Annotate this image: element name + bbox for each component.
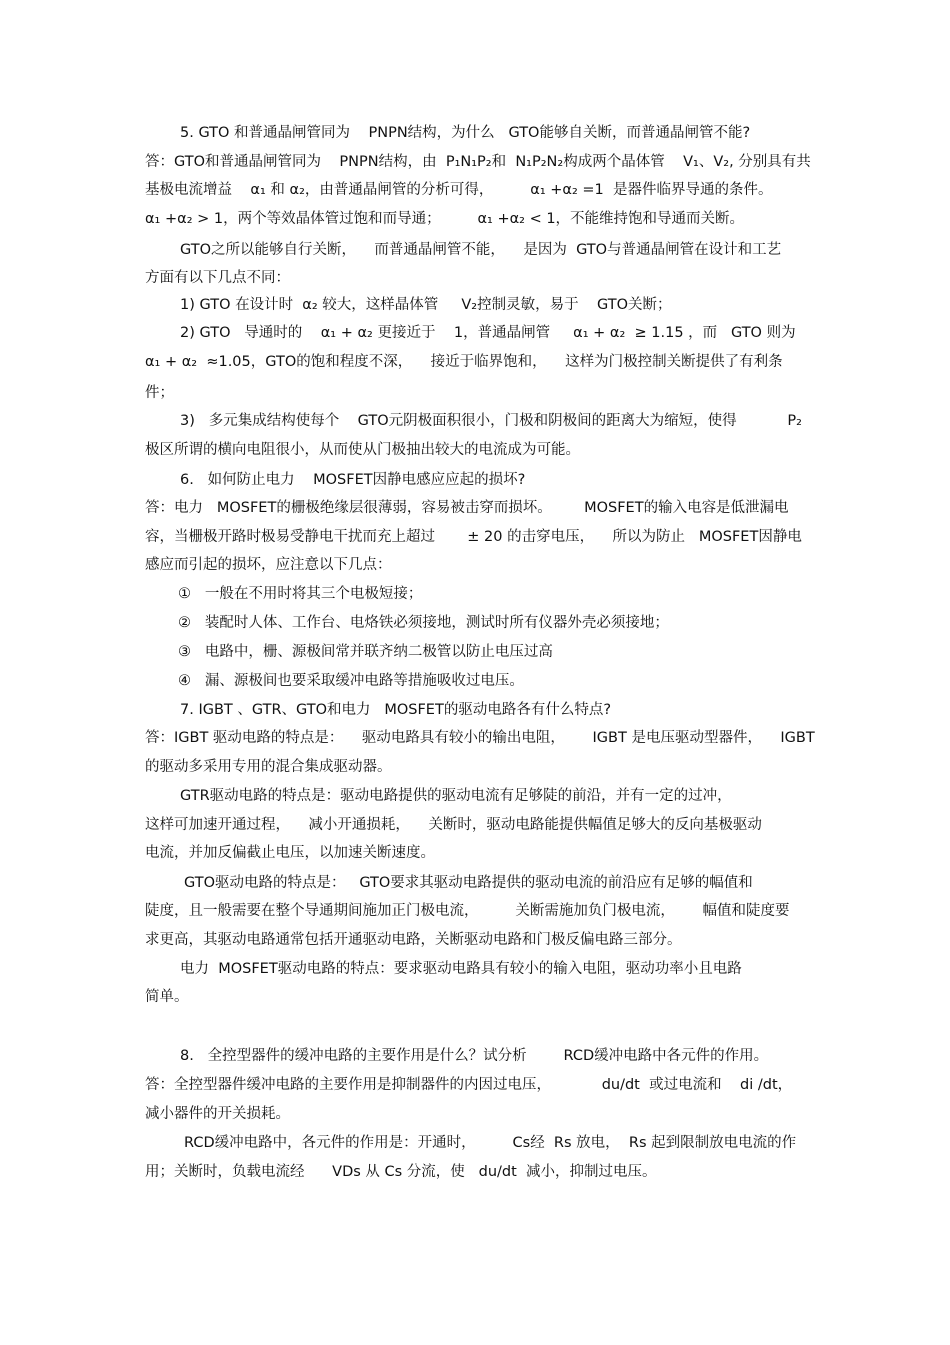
answer-6-line-3: 感应而引起的损坏，应注意以下几点： (145, 557, 392, 573)
answer-5-point-3-cont: 极区所谓的横向电阻很小，从而使从门极抽出较大的电流成为可能。 (145, 442, 580, 458)
answer-7-gtr-line-2: 这样可加速开通过程， 减小开通损耗， 关断时，驱动电路能提供幅值足够大的反向基极驱动 (145, 817, 762, 833)
answer-7-line-2: 的驱动多采用专用的混合集成驱动器。 (145, 759, 392, 775)
answer-7-mosfet-line-1: 电力 MOSFET驱动电路的特点：要求驱动电路具有较小的输入电阻，驱动功率小且电路 (180, 961, 742, 977)
answer-6-line-1: 答：电力 MOSFET的栅极绝缘层很薄弱，容易被击穿而损坏。 MOSFET的输入电容是低泄漏电 (145, 500, 789, 516)
answer-7-gtr-line-3: 电流，并加反偏截止电压，以加速关断速度。 (145, 845, 435, 861)
answer-5-line-2: 基极电流增益 α₁ 和 α₂，由普通晶闸管的分析可得， α₁ +α₂ =1 是器件临界导通的条件。 (145, 182, 773, 198)
answer-7-gtr-line-1: GTR驱动电路的特点是：驱动电路提供的驱动电流有足够陡的前沿，并有一定的过冲， (180, 788, 732, 804)
answer-5-point-3: 3) 多元集成结构使每个 GTO元阴极面积很小，门极和阴极间的距离大为缩短，使得 P₂ (180, 413, 802, 429)
answer-6-item-3: ③ 电路中，栅、源极间常并联齐纳二极管以防止电压过高 (178, 644, 553, 660)
answer-5-line-1: 答：GTO和普通晶闸管同为 PNPN结构，由 P₁N₁P₂和 N₁P₂N₂构成两个晶体管 V₁、V₂, 分别具有共 (145, 154, 811, 170)
answer-6-item-4: ④ 漏、源极间也要采取缓冲电路等措施吸收过电压。 (178, 673, 524, 689)
answer-5-point-2-cont: α₁ + α₂ ≈1.05，GTO的饱和程度不深， 接近于临界饱和， 这样为门极控制关断提供了有利条 (145, 354, 783, 370)
question-6-heading: 6. 如何防止电力 MOSFET因静电感应应起的损坏? (180, 472, 526, 488)
answer-6-line-2: 容，当栅极开路时极易受静电干扰而充上超过 ± 20 的击穿电压， 所以为防止 MOSFET因静电 (145, 529, 802, 545)
answer-8-line-3: RCD缓冲电路中，各元件的作用是：开通时， Cs经 Rs 放电， Rs 起到限制放电电流的作 (184, 1135, 797, 1151)
answer-5-line-4: GTO之所以能够自行关断， 而普通晶闸管不能， 是因为 GTO与普通晶闸管在设计和工艺 (180, 242, 782, 258)
answer-8-line-2: 减小器件的开关损耗。 (145, 1106, 290, 1122)
question-7-heading: 7. IGBT 、GTR、GTO和电力 MOSFET的驱动电路各有什么特点? (180, 702, 612, 718)
answer-7-gto-line-1: GTO驱动电路的特点是： GTO要求其驱动电路提供的驱动电流的前沿应有足够的幅值和 (184, 875, 753, 891)
answer-7-gto-line-2: 陡度，且一般需要在整个导通期间施加正门极电流， 关断需施加负门极电流， 幅值和陡度要 (145, 903, 790, 919)
answer-7-gto-line-3: 求更高，其驱动电路通常包括开通驱动电路，关断驱动电路和门极反偏电路三部分。 (145, 932, 682, 948)
answer-8-line-1: 答：全控型器件缓冲电路的主要作用是抑制器件的内因过电压， du/dt 或过电流和 di /dt， (145, 1077, 793, 1093)
answer-5-point-2: 2) GTO 导通时的 α₁ + α₂ 更接近于 1，普通晶闸管 α₁ + α₂ ≥ 1.15 ，而 GTO 则为 (180, 325, 796, 341)
answer-7-line-1: 答：IGBT 驱动电路的特点是： 驱动电路具有较小的输出电阻， IGBT 是电压驱动型器件， IGBT (145, 730, 815, 746)
answer-7-mosfet-line-2: 简单。 (145, 989, 189, 1005)
question-5-heading: 5. GTO 和普通晶闸管同为 PNPN结构，为什么 GTO能够自关断，而普通晶闸管不能? (180, 125, 751, 141)
answer-8-line-4: 用；关断时，负载电流经 VDs 从 Cs 分流，使 du/dt 减小，抑制过电压。 (145, 1164, 657, 1180)
answer-5-line-3: α₁ +α₂ > 1，两个等效晶体管过饱和而导通； α₁ +α₂ < 1，不能维持饱和导通而关断。 (145, 211, 745, 227)
answer-5-line-5: 方面有以下几点不同： (145, 270, 290, 286)
answer-5-point-2-end: 件； (145, 385, 174, 401)
answer-6-item-1: ① 一般在不用时将其三个电极短接； (178, 586, 423, 602)
answer-5-point-1: 1) GTO 在设计时 α₂ 较大，这样晶体管 V₂控制灵敏，易于 GTO关断； (180, 297, 672, 313)
answer-6-item-2: ② 装配时人体、工作台、电烙铁必须接地，测试时所有仪器外壳必须接地； (178, 615, 669, 631)
question-8-heading: 8. 全控型器件的缓冲电路的主要作用是什么？试分析 RCD缓冲电路中各元件的作用。 (180, 1048, 769, 1064)
